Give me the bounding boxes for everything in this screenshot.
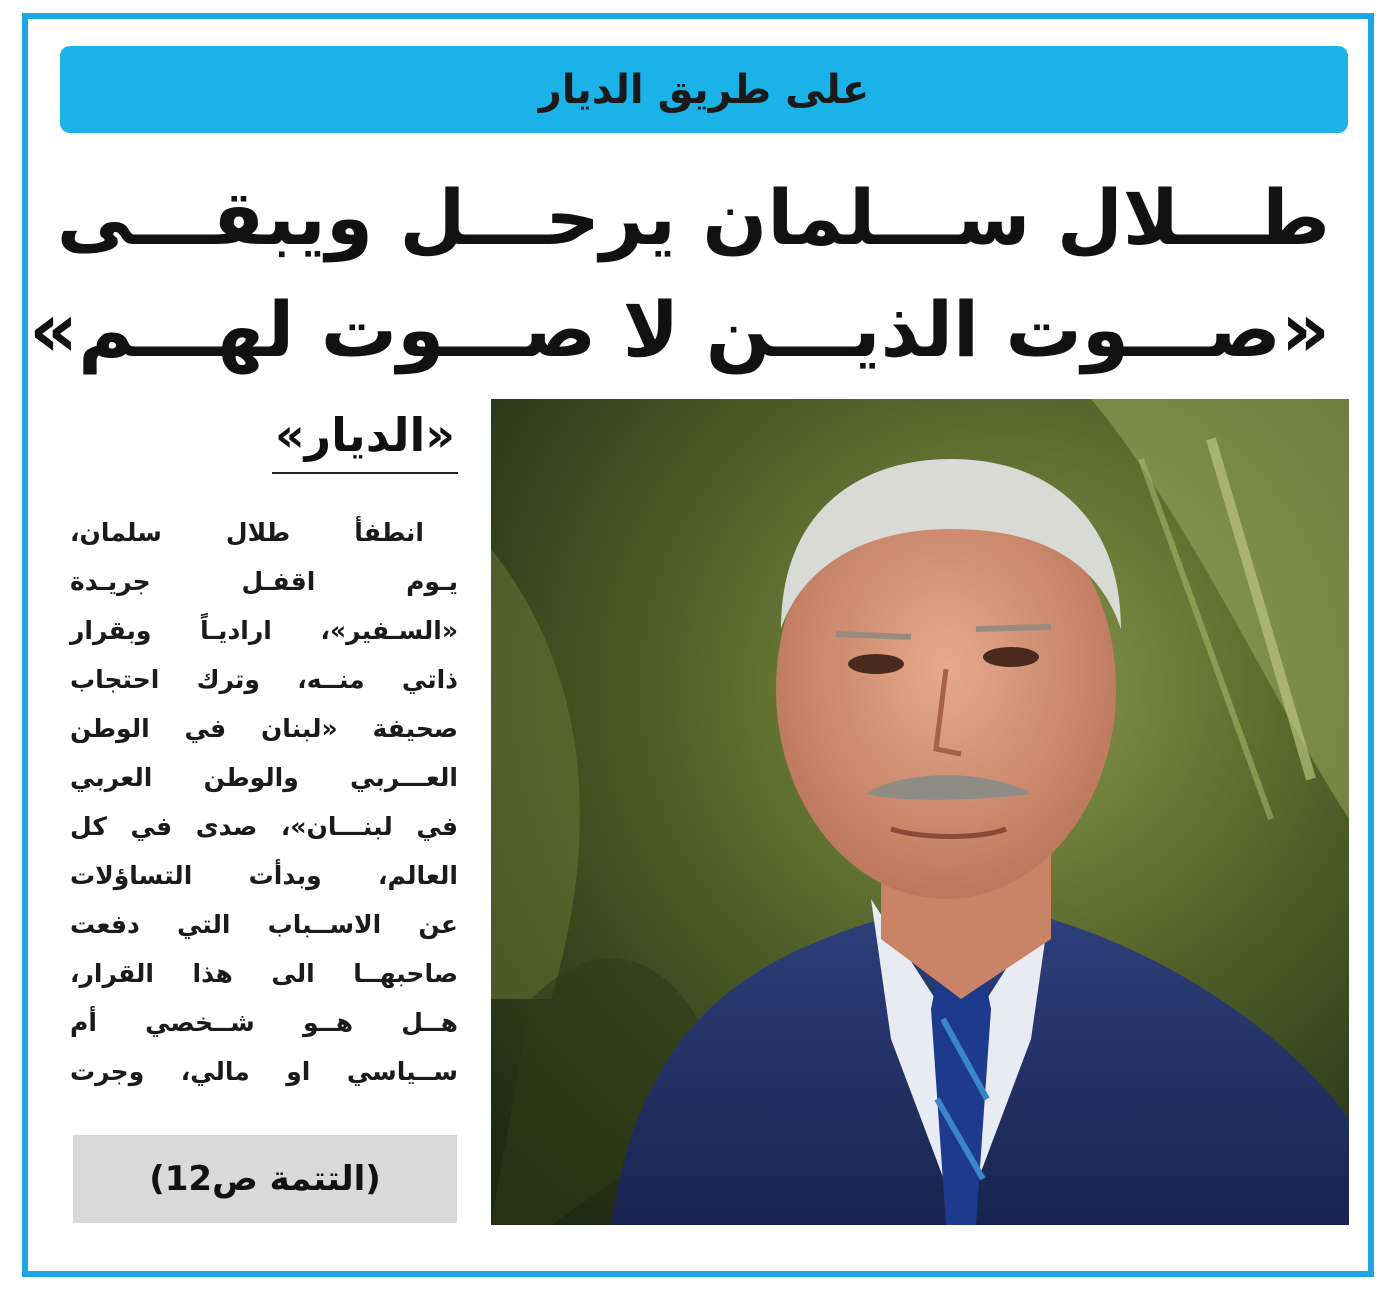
section-banner [60, 46, 1348, 133]
article-line: ذاتي منــه، وترك احتجاب [70, 665, 458, 694]
byline: «الديار» [272, 412, 458, 474]
article-line: «السـفير»، اراديـاً وبقرار [70, 616, 458, 645]
article-body [70, 508, 458, 1096]
article-line: صاحبهــا الى هذا القرار، [70, 959, 458, 988]
headline-line-1: طـــلال ســـلمان يرحـــل ويبقـــى [56, 173, 1330, 262]
article-line: يـوم اقفـل جريـدة [70, 567, 458, 596]
article-line: صحيفة «لبنان في الوطن [70, 714, 458, 743]
section-title: على طريق الديار [538, 66, 870, 113]
article-line: العـــربي والوطن العربي [70, 763, 458, 792]
portrait-photo [491, 399, 1349, 1225]
article-line: العالم، وبدأت التساؤلات [70, 861, 458, 890]
article-line: في لبنـــان»، صدى في كل [70, 812, 458, 841]
article-line: ســياسي او مالي، وجرت [70, 1057, 458, 1086]
article-line: انطفأ طلال سلمان، [70, 518, 424, 547]
headline-line-2: «صـــوت الذيـــن لا صـــوت لهـــم» [29, 285, 1330, 374]
article-line: عن الاســباب التي دفعت [70, 910, 458, 939]
continuation-label: (التتمة ص12) [149, 1159, 381, 1199]
continuation-box [73, 1135, 457, 1223]
portrait-illustration [491, 399, 1349, 1225]
article-line: هــل هــو شــخصي أم [70, 1008, 458, 1037]
